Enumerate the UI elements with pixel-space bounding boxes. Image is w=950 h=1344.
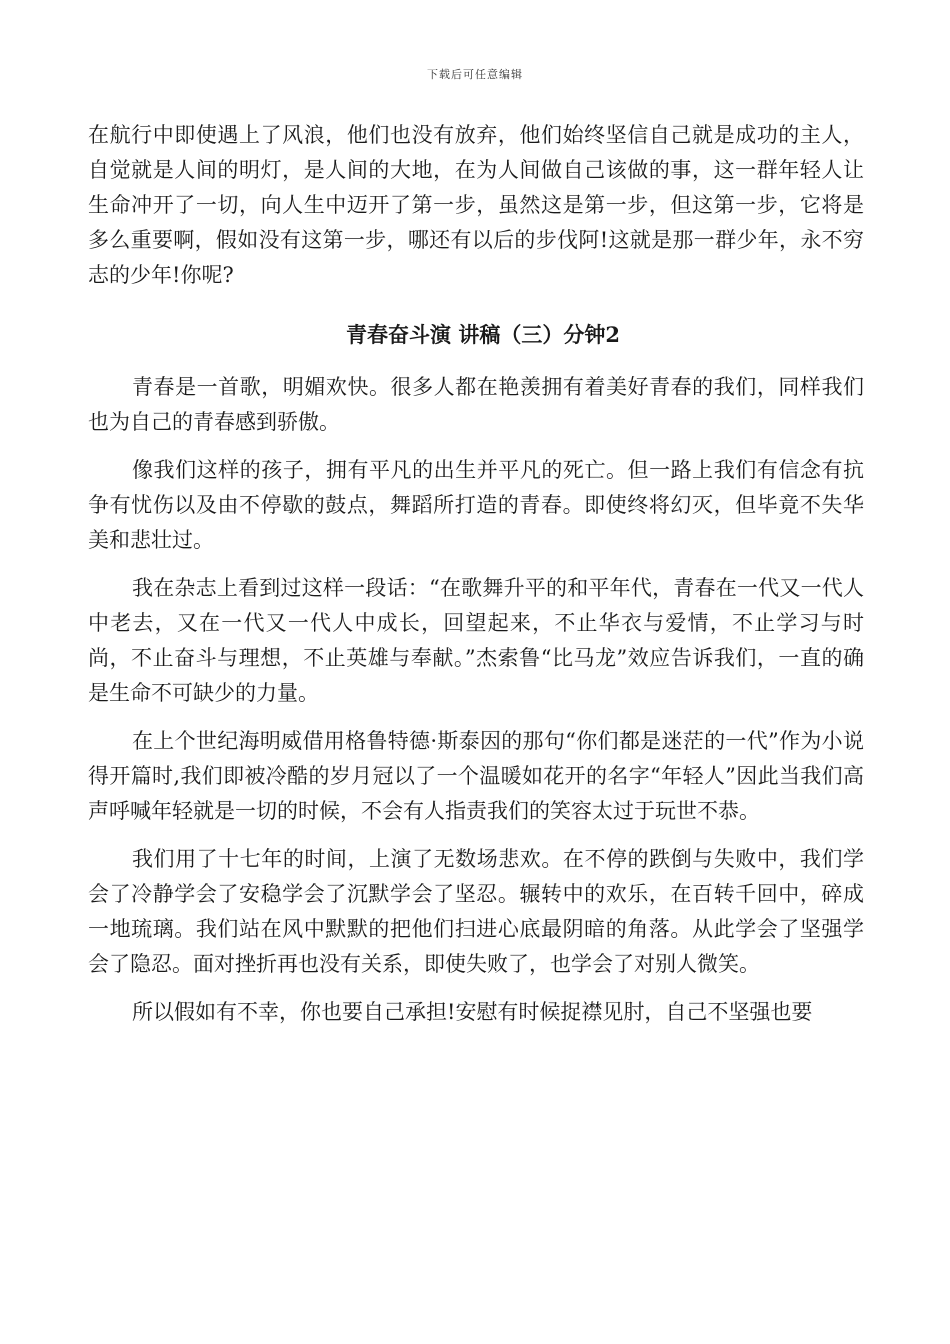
paragraph-5: 我们用了十七年的时间，上演了无数场悲欢。在不停的跌倒与失败中，我们学会了冷静学会了安稳学会了沉默学会了坚忍。辗转中的欢乐，在百转千回中，碎成一地琉璃。我们站在风中默默的把他们扫进心底最阴暗的角落。从此学会了坚强学会了隐忍。面对挫折再也没有关系，即使失败了，也学会了对别人微笑。 [88, 847, 864, 976]
section-title: 青春奋斗演 讲稿（三）分钟2 [346, 322, 620, 347]
paragraph-6: 所以假如有不幸，你也要自己承担!安慰有时候捉襟见肘，自己不坚强也要 [132, 1000, 813, 1024]
page-header-note: 下载后可任意编辑 [427, 68, 523, 81]
paragraph-1: 青春是一首歌，明媚欢快。很多人都在艳羡拥有着美好青春的我们，同样我们也为自己的青春感到骄傲。 [88, 375, 864, 434]
article-body [88, 118, 864, 1030]
paragraph-2: 像我们这样的孩子，拥有平凡的出生并平凡的死亡。但一路上我们有信念有抗争有忧伤以及由不停歇的鼓点，舞蹈所打造的青春。即使终将幻灭，但毕竟不失华美和悲壮过。 [88, 458, 864, 552]
paragraph-4: 在上个世纪海明威借用格鲁特德·斯泰因的那句“你们都是迷茫的一代”作为小说得开篇时,我们即被冷酷的岁月冠以了一个温暖如花开的名字“年轻人”因此当我们高声呼喊年轻就是一切的时候，不会有人指责我们的笑容太过于玩世不恭。 [88, 729, 864, 823]
paragraph-3: 我在杂志上看到过这样一段话：“在歌舞升平的和平年代，青春在一代又一代人中老去，又在一代又一代人中成长，回望起来，不止华衣与爱情，不止学习与时尚，不止奋斗与理想，不止英雄与奉献。”杰索鲁“比马龙”效应告诉我们，一直的确是生命不可缺少的力量。 [88, 576, 864, 705]
intro-paragraph: 在航行中即使遇上了风浪，他们也没有放弃，他们始终坚信自己就是成功的主人，自觉就是人间的明灯，是人间的大地，在为人间做自己该做的事，这一群年轻人让生命冲开了一切，向人生中迈开了第一步，虽然这是第一步，但这第一步，它将是多么重要啊，假如没有这第一步，哪还有以后的步伐阿!这就是那一群少年，永不穷志的少年!你呢? [88, 123, 864, 287]
